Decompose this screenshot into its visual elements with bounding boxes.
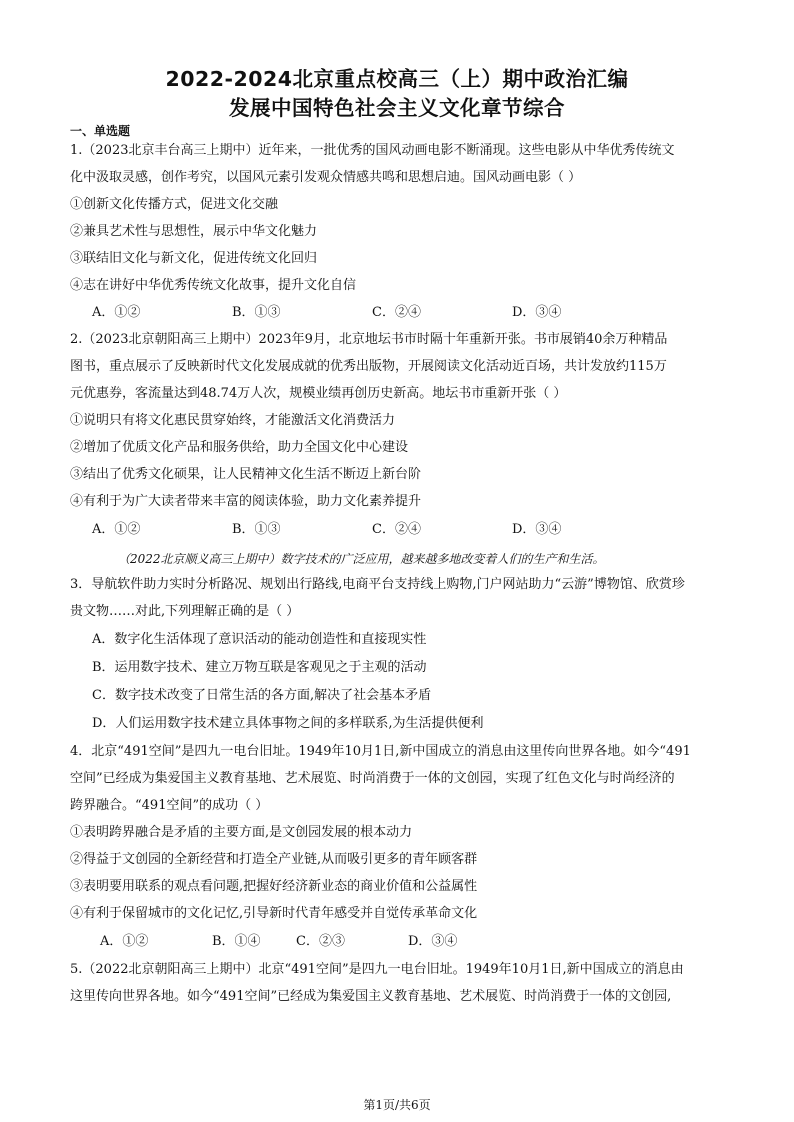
q2-item: ③结出了优秀文化硕果，让人民精神文化生活不断迈上新台阶 — [70, 467, 422, 482]
q3-option-c[interactable]: C．数字技术改变了日常生活的各方面,解决了社会基本矛盾 — [92, 688, 432, 703]
q4-stem-line: 4．北京“491空间”是四九一电台旧址。1949年10月1日,新中国成立的消息由这里传向世界各地。如今“491 — [70, 744, 691, 759]
choice-c[interactable]: C．②④ — [372, 522, 421, 537]
q1-item: ④志在讲好中华优秀传统文化故事，提升文化自信 — [70, 278, 357, 293]
q4-item: ④有利于保留城市的文化记忆,引导新时代青年感受并自觉传承革命文化 — [70, 906, 478, 921]
q5-stem-line: 这里传向世界各地。如今“491空间”已经成为集爱国主义教育基地、艺术展览、时尚消费于一体的文创园, — [70, 989, 672, 1004]
choice-d[interactable]: D．③④ — [512, 305, 562, 320]
q3-option-d[interactable]: D．人们运用数字技术建立具体事物之间的多样联系,为生活提供便利 — [92, 716, 484, 731]
document-title: 2022-2024北京重点校高三（上）期中政治汇编 — [165, 67, 629, 91]
choice-b[interactable]: B．①③ — [232, 305, 281, 320]
choice-b[interactable]: B．①④ — [212, 934, 261, 949]
q1-choices — [92, 305, 561, 321]
choice-d[interactable]: D．③④ — [512, 522, 562, 537]
document-subtitle: 发展中国特色社会主义文化章节综合 — [229, 96, 565, 120]
q3-option-b[interactable]: B．运用数字技术、建立万物互联是客观见之于主观的活动 — [92, 660, 427, 675]
shared-stimulus: （2022北京顺义高三上期中）数字技术的广泛应用，越来越多地改变着人们的生产和生活。 — [118, 552, 605, 566]
q2-stem-line: 元优惠券，客流量达到48.74万人次，规模业绩再创历史新高。地坛书市重新开张（ ） — [70, 386, 567, 401]
q2-item: ②增加了优质文化产品和服务供给，助力全国文化中心建设 — [70, 440, 409, 455]
q3-option-a[interactable]: A．数字化生活体现了意识活动的能动创造性和直接现实性 — [92, 632, 427, 647]
q4-item: ②得益于文创园的全新经营和打造全产业链,从而吸引更多的青年顾客群 — [70, 852, 478, 867]
choice-c[interactable]: C．②③ — [296, 934, 345, 949]
q1-item: ②兼具艺术性与思想性，展示中华文化魅力 — [70, 224, 318, 239]
choice-d[interactable]: D．③④ — [408, 934, 458, 949]
q1-item: ①创新文化传播方式，促进文化交融 — [70, 197, 279, 212]
q4-stem-line: 空间”已经成为集爱国主义教育基地、艺术展览、时尚消费于一体的文创园，实现了红色文化与时尚经济的 — [70, 771, 675, 786]
choice-a[interactable]: A．①② — [92, 305, 141, 320]
q1-stem-line: 1.（2023北京丰台高三上期中）近年来，一批优秀的国风动画电影不断涌现。这些电影从中华优秀传统文 — [70, 143, 675, 158]
q3-stem-line: 3．导航软件助力实时分析路况、规划出行路线,电商平台支持线上购物,门户网站助力“云游”博物馆、欣赏珍 — [70, 577, 685, 592]
page-number: 第1页/共6页 — [363, 1098, 431, 1112]
choice-a[interactable]: A．①② — [92, 522, 141, 537]
q1-stem-line: 化中汲取灵感，创作考究，以国风元素引发观众情感共鸣和思想启迪。国风动画电影（ ） — [70, 170, 582, 185]
choice-c[interactable]: C．②④ — [372, 305, 421, 320]
q2-choices — [92, 522, 561, 538]
q2-stem-line: 2.（2023北京朝阳高三上期中）2023年9月，北京地坛书市时隔十年重新开张。书市展销40余万种精品 — [70, 332, 668, 347]
choice-b[interactable]: B．①③ — [232, 522, 281, 537]
q3-stem-line: 贵文物……对此,下列理解正确的是（ ） — [70, 604, 300, 619]
section-heading: 一、单选题 — [70, 124, 131, 138]
q2-item: ①说明只有将文化惠民贯穿始终，才能激活文化消费活力 — [70, 413, 396, 428]
q1-item: ③联结旧文化与新文化，促进传统文化回归 — [70, 251, 318, 266]
q2-stem-line: 图书，重点展示了反映新时代文化发展成就的优秀出版物，开展阅读文化活动近百场，共计发放约115万 — [70, 359, 667, 374]
q5-stem-line: 5.（2022北京朝阳高三上期中）北京“491空间”是四九一电台旧址。1949年10月1日,新中国成立的消息由 — [70, 962, 684, 977]
q4-choices — [100, 934, 457, 950]
q4-stem-line: 跨界融合。“491空间”的成功（ ） — [70, 798, 269, 813]
choice-a[interactable]: A．①② — [100, 934, 149, 949]
q2-item: ④有利于为广大读者带来丰富的阅读体验，助力文化素养提升 — [70, 494, 422, 509]
q4-item: ③表明要用联系的观点看问题,把握好经济新业态的商业价值和公益属性 — [70, 879, 478, 894]
q4-item: ①表明跨界融合是矛盾的主要方面,是文创园发展的根本动力 — [70, 825, 413, 840]
